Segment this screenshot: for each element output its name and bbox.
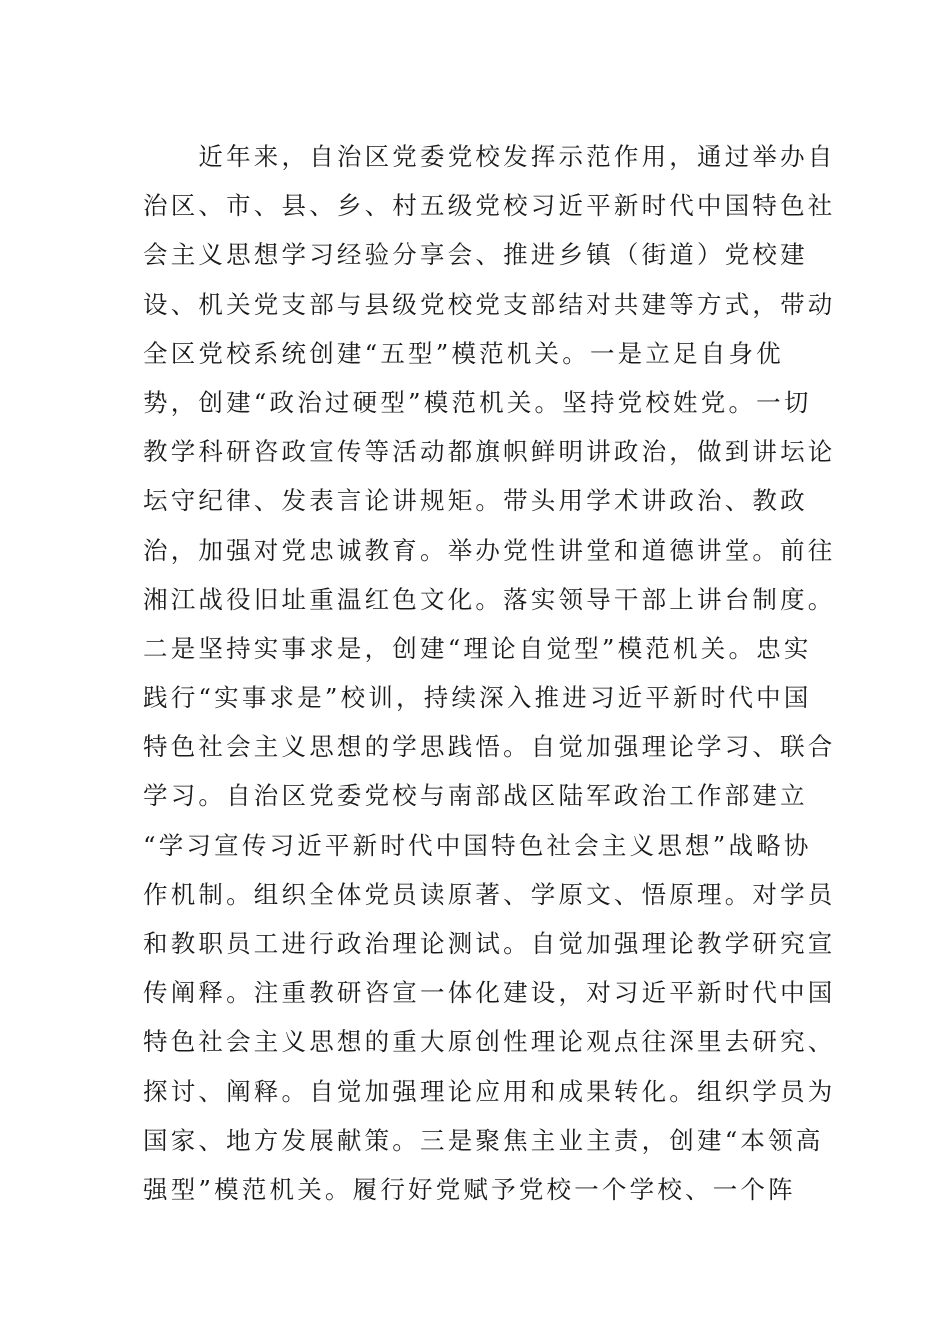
text-line: 治，加强对党忠诚教育。举办党性讲堂和道德讲堂。前往	[143, 535, 836, 565]
text-line: 近年来，自治区党委党校发挥示范作用，通过举办自	[143, 142, 836, 171]
text-line: 治区、市、县、乡、村五级党校习近平新时代中国特色社	[143, 191, 836, 221]
body-paragraph	[143, 132, 836, 1214]
text-line: 会主义思想学习经验分享会、推进乡镇（街道）党校建	[143, 240, 808, 270]
text-line: 特色社会主义思想的学思践悟。自觉加强理论学习、联合	[143, 732, 836, 762]
text-line: 国家、地方发展献策。三是聚焦主业主责，创建“本领高	[143, 1125, 824, 1155]
text-line: 作机制。组织全体党员读原著、学原文、悟原理。对学员	[143, 879, 836, 909]
text-line: 传阐释。注重教研咨宣一体化建设，对习近平新时代中国	[143, 978, 836, 1008]
text-line: “学习宣传习近平新时代中国特色社会主义思想”战略协	[143, 830, 812, 860]
text-line: 二是坚持实事求是，创建“理论自觉型”模范机关。忠实	[143, 633, 812, 663]
text-line: 践行“实事求是”校训，持续深入推进习近平新时代中国	[143, 683, 812, 713]
text-line: 特色社会主义思想的重大原创性理论观点往深里去研究、	[143, 1027, 836, 1057]
text-line: 和教职员工进行政治理论测试。自觉加强理论教学研究宣	[143, 929, 836, 958]
text-line: 教学科研咨政宣传等活动都旗帜鲜明讲政治，做到讲坛论	[143, 437, 836, 467]
text-line: 坛守纪律、发表言论讲规矩。带头用学术讲政治、教政	[143, 486, 808, 516]
text-line: 强型”模范机关。履行好党赋予党校一个学校、一个阵	[143, 1174, 796, 1204]
text-line: 湘江战役旧址重温红色文化。落实领导干部上讲台制度。	[143, 584, 836, 614]
text-line: 学习。自治区党委党校与南部战区陆军政治工作部建立	[143, 781, 808, 811]
text-line: 势，创建“政治过硬型”模范机关。坚持党校姓党。一切	[143, 387, 812, 417]
text-line: 探讨、阐释。自觉加强理论应用和成果转化。组织学员为	[143, 1076, 836, 1106]
text-line: 全区党校系统创建“五型”模范机关。一是立足自身优	[143, 338, 784, 368]
text-line: 设、机关党支部与县级党校党支部结对共建等方式，带动	[143, 289, 836, 319]
